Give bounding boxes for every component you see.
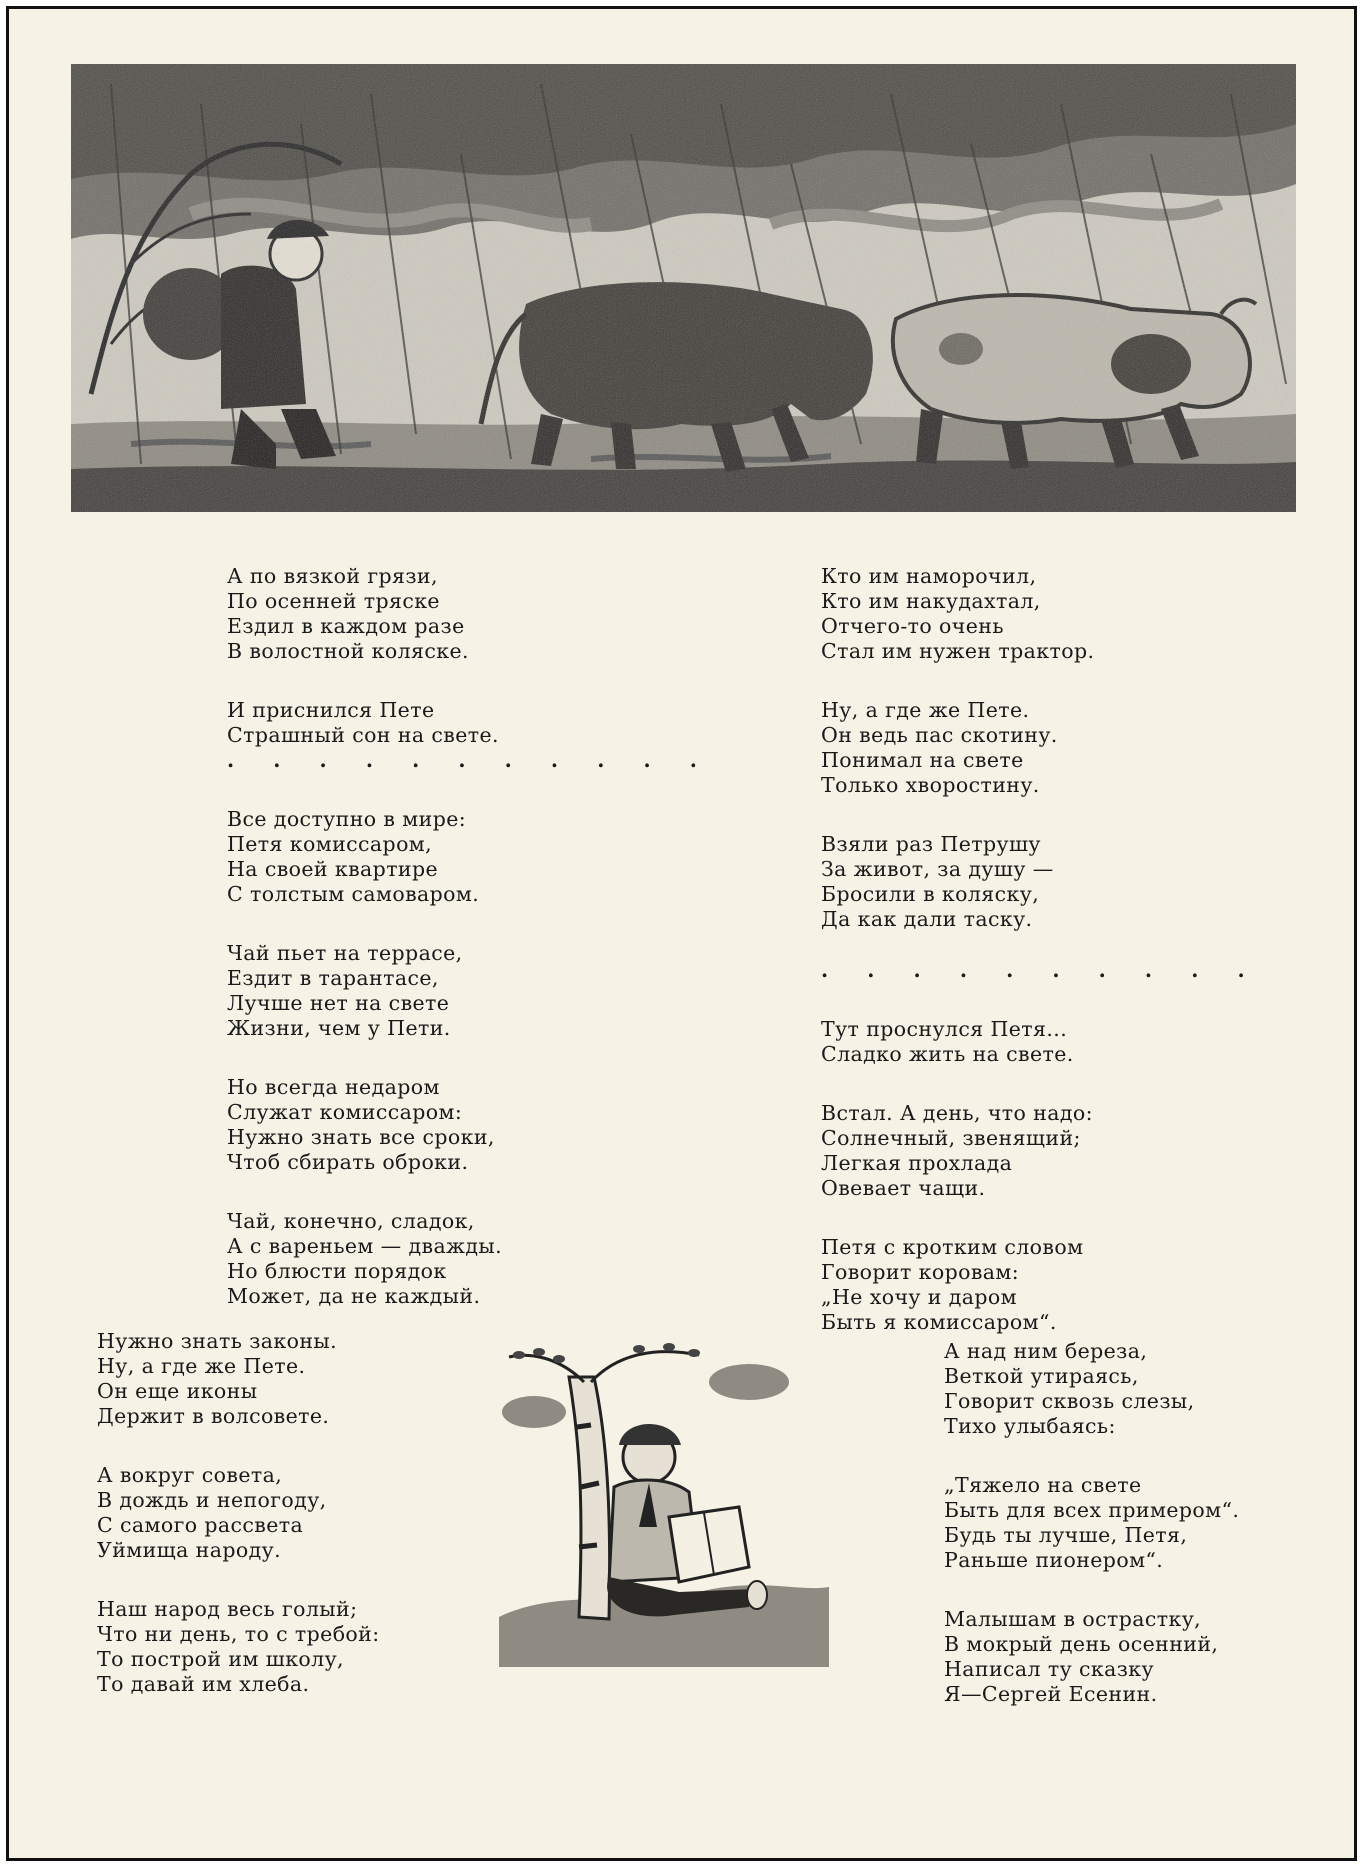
poem-line: Может, да не каждый. (227, 1284, 481, 1308)
stanza (944, 1607, 1239, 1707)
poem-line: Ездит в тарантасе, (227, 966, 439, 990)
pioneer-reading-illustration (499, 1337, 829, 1667)
poem-line: А с вареньем — дважды. (227, 1234, 502, 1258)
poem-line: В волостной коляске. (227, 639, 469, 663)
poem-line: Солнечный, звенящий; (821, 1126, 1081, 1150)
poem-line: Встал. А день, что надо: (821, 1101, 1093, 1125)
poem-line: Только хворостину. (821, 773, 1040, 797)
stanza (97, 1463, 380, 1563)
poem-line: Уймища народу. (97, 1538, 282, 1562)
poem-line: Понимал на свете (821, 748, 1024, 772)
poem-line: По осенней тряске (227, 589, 440, 613)
poem-line: Веткой утираясь, (944, 1364, 1139, 1388)
poem-line: Он ведь пас скотину. (821, 723, 1058, 747)
stanza (227, 1209, 713, 1309)
poem-line: Говорит коровам: (821, 1260, 1020, 1284)
stanza (821, 564, 1261, 664)
poem-line: Нужно знать законы. (97, 1329, 338, 1353)
poem-line: То давай им хлеба. (97, 1672, 310, 1696)
poem-line: Кто им наморочил, (821, 564, 1037, 588)
stanza (227, 807, 713, 907)
poem-line: Лучше нет на свете (227, 991, 450, 1015)
poem-line: В мокрый день осенний, (944, 1632, 1219, 1656)
bottom-left-column (97, 1329, 380, 1697)
poem-line: Он еще иконы (97, 1379, 258, 1403)
poem-line: Нужно знать все сроки, (227, 1125, 495, 1149)
poem-line: Да как дали таску. (821, 907, 1033, 931)
poem-line: С толстым самоваром. (227, 882, 480, 906)
poem-line: Тут проснулся Петя... (821, 1017, 1068, 1041)
poem-line: Ну, а где же Пете. (97, 1354, 306, 1378)
poem-line: Быть я комиссаром“. (821, 1310, 1057, 1334)
poem-line: Тихо улыбаясь: (944, 1414, 1116, 1438)
poem-line: „Не хочу и даром (821, 1285, 1018, 1309)
poem-line: Петя с кротким словом (821, 1235, 1084, 1259)
upper-left-column (227, 564, 713, 1309)
bottom-right-column (944, 1339, 1239, 1707)
poem-line: Быть для всех примером“. (944, 1498, 1240, 1522)
poem-line: Я—Сергей Есенин. (944, 1682, 1158, 1706)
poem-line: Легкая прохлада (821, 1151, 1013, 1175)
poem-line: Говорит сквозь слезы, (944, 1389, 1195, 1413)
stanza (944, 1473, 1239, 1573)
poem-line: За живот, за душу — (821, 857, 1054, 881)
poem-line: Петя комиссаром, (227, 832, 433, 856)
poem-line: Ну, а где же Пете. (821, 698, 1030, 722)
stanza (227, 564, 713, 664)
poem-line: Написал ту сказку (944, 1657, 1154, 1681)
poem-line: Отчего-то очень (821, 614, 1004, 638)
poem-line: С самого рассвета (97, 1513, 304, 1537)
poem-line: Раньше пионером“. (944, 1548, 1164, 1572)
stanza (227, 1075, 713, 1175)
poem-line: Все доступно в мире: (227, 807, 467, 831)
poem-line: Будь ты лучше, Петя, (944, 1523, 1188, 1547)
poem-line: Малышам в острастку, (944, 1607, 1202, 1631)
poem-line: Служат комиссаром: (227, 1100, 463, 1124)
poem-line: Ездил в каждом разе (227, 614, 465, 638)
poem-line: Что ни день, то с требой: (97, 1622, 380, 1646)
separator-dots: . . . . . . . . . . (821, 958, 1261, 982)
poem-line: Овевает чащи. (821, 1176, 986, 1200)
poem-line: Чай, конечно, сладок, (227, 1209, 475, 1233)
poem-line: Чтоб сбирать оброки. (227, 1150, 469, 1174)
poem-line: А над ним береза, (944, 1339, 1148, 1363)
stanza (97, 1597, 380, 1697)
poem-line: Кто им накудахтал, (821, 589, 1041, 613)
separator-dots: . . . . . . . . . . . (227, 748, 713, 772)
rain-cows-illustration (71, 64, 1296, 512)
poem-line: Стал им нужен трактор. (821, 639, 1095, 663)
stanza (821, 832, 1261, 932)
stanza (944, 1339, 1239, 1439)
poem-line: „Тяжело на свете (944, 1473, 1142, 1497)
stanza (97, 1329, 380, 1429)
stanza (821, 1235, 1261, 1335)
stanza (821, 698, 1261, 798)
poem-line: Бросили в коляску, (821, 882, 1040, 906)
stanza (821, 1017, 1261, 1067)
poem-line: Взяли раз Петрушу (821, 832, 1041, 856)
poem-line: И приснился Пете (227, 698, 435, 722)
poem-line: Но блюсти порядок (227, 1259, 447, 1283)
poem-line: А вокруг совета, (97, 1463, 283, 1487)
poem-line: Жизни, чем у Пети. (227, 1016, 451, 1040)
poem-line: Страшный сон на свете. (227, 723, 499, 747)
poem-line: В дождь и непогоду, (97, 1488, 327, 1512)
poem-line: На своей квартире (227, 857, 439, 881)
poem-line: Держит в волсовете. (97, 1404, 330, 1428)
stanza (227, 698, 713, 773)
poem-line: Но всегда недаром (227, 1075, 440, 1099)
upper-right-column (821, 564, 1261, 1335)
poem-line: Чай пьет на террасе, (227, 941, 463, 965)
poem-line: Наш народ весь голый; (97, 1597, 358, 1621)
poem-line: А по вязкой грязи, (227, 564, 438, 588)
poem-line: Сладко жить на свете. (821, 1042, 1074, 1066)
poem-line: То построй им школу, (97, 1647, 344, 1671)
stanza (227, 941, 713, 1041)
stanza (821, 1101, 1261, 1201)
book-page (6, 6, 1357, 1861)
